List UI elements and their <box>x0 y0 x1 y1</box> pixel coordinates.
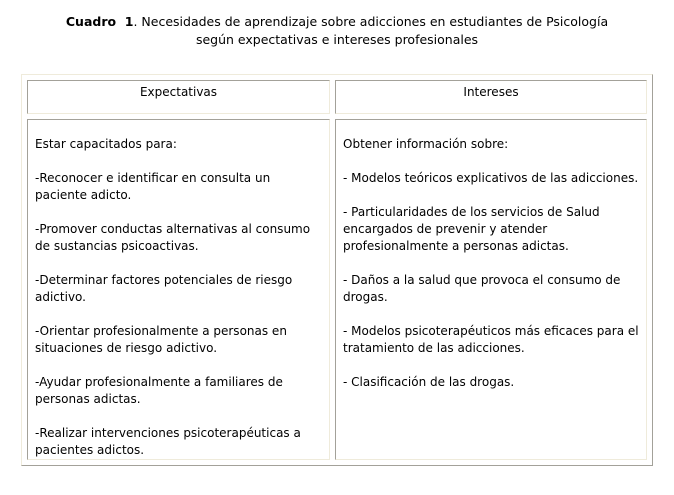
caption-line2: según expectativas e intereses profesionales <box>195 32 479 47</box>
list-item: -Determinar factores potenciales de riesgo adictivo. <box>35 273 293 304</box>
list-item: -Orientar profesionalmente a personas en situaciones de riesgo adictivo. <box>35 324 287 355</box>
list-item: -Ayudar profesionalmente a familiares de personas adictas. <box>35 375 283 406</box>
list-item: - Clasificación de las drogas. <box>343 375 515 389</box>
list-item: - Modelos psicoterapéuticos más eficaces para el tratamiento de las adicciones. <box>343 324 639 355</box>
list-item: -Realizar intervenciones psicoterapéuticas a pacientes adictos. <box>35 426 301 457</box>
caption-text: . Necesidades de aprendizaje sobre adicciones en estudiantes de Psicología <box>133 14 609 29</box>
cuadro-table <box>21 74 653 466</box>
table-caption <box>0 13 674 49</box>
column-header-intereses: Intereses <box>335 80 647 114</box>
cell-intereses <box>335 119 647 460</box>
caption-number: Cuadro 1 <box>65 14 134 29</box>
caption-line1 <box>0 13 674 31</box>
intereses-list <box>343 170 639 391</box>
cell-expectativas <box>27 119 330 460</box>
list-item: - Particularidades de los servicios de Salud encargados de prevenir y atender profesionalmente a personas adictas. <box>343 205 600 253</box>
expectativas-list <box>35 170 322 459</box>
column-header-expectativas: Expectativas <box>27 80 330 114</box>
header-row <box>27 80 647 114</box>
intereses-intro: Obtener información sobre: <box>343 137 509 151</box>
list-item: - Modelos teóricos explicativos de las adicciones. <box>343 171 639 185</box>
expectativas-intro: Estar capacitados para: <box>35 137 177 151</box>
list-item: - Daños a la salud que provoca el consumo de drogas. <box>343 273 621 304</box>
list-item: -Reconocer e identificar en consulta un paciente adicto. <box>35 171 271 202</box>
list-item: -Promover conductas alternativas al consumo de sustancias psicoactivas. <box>35 222 311 253</box>
body-row <box>27 119 647 460</box>
